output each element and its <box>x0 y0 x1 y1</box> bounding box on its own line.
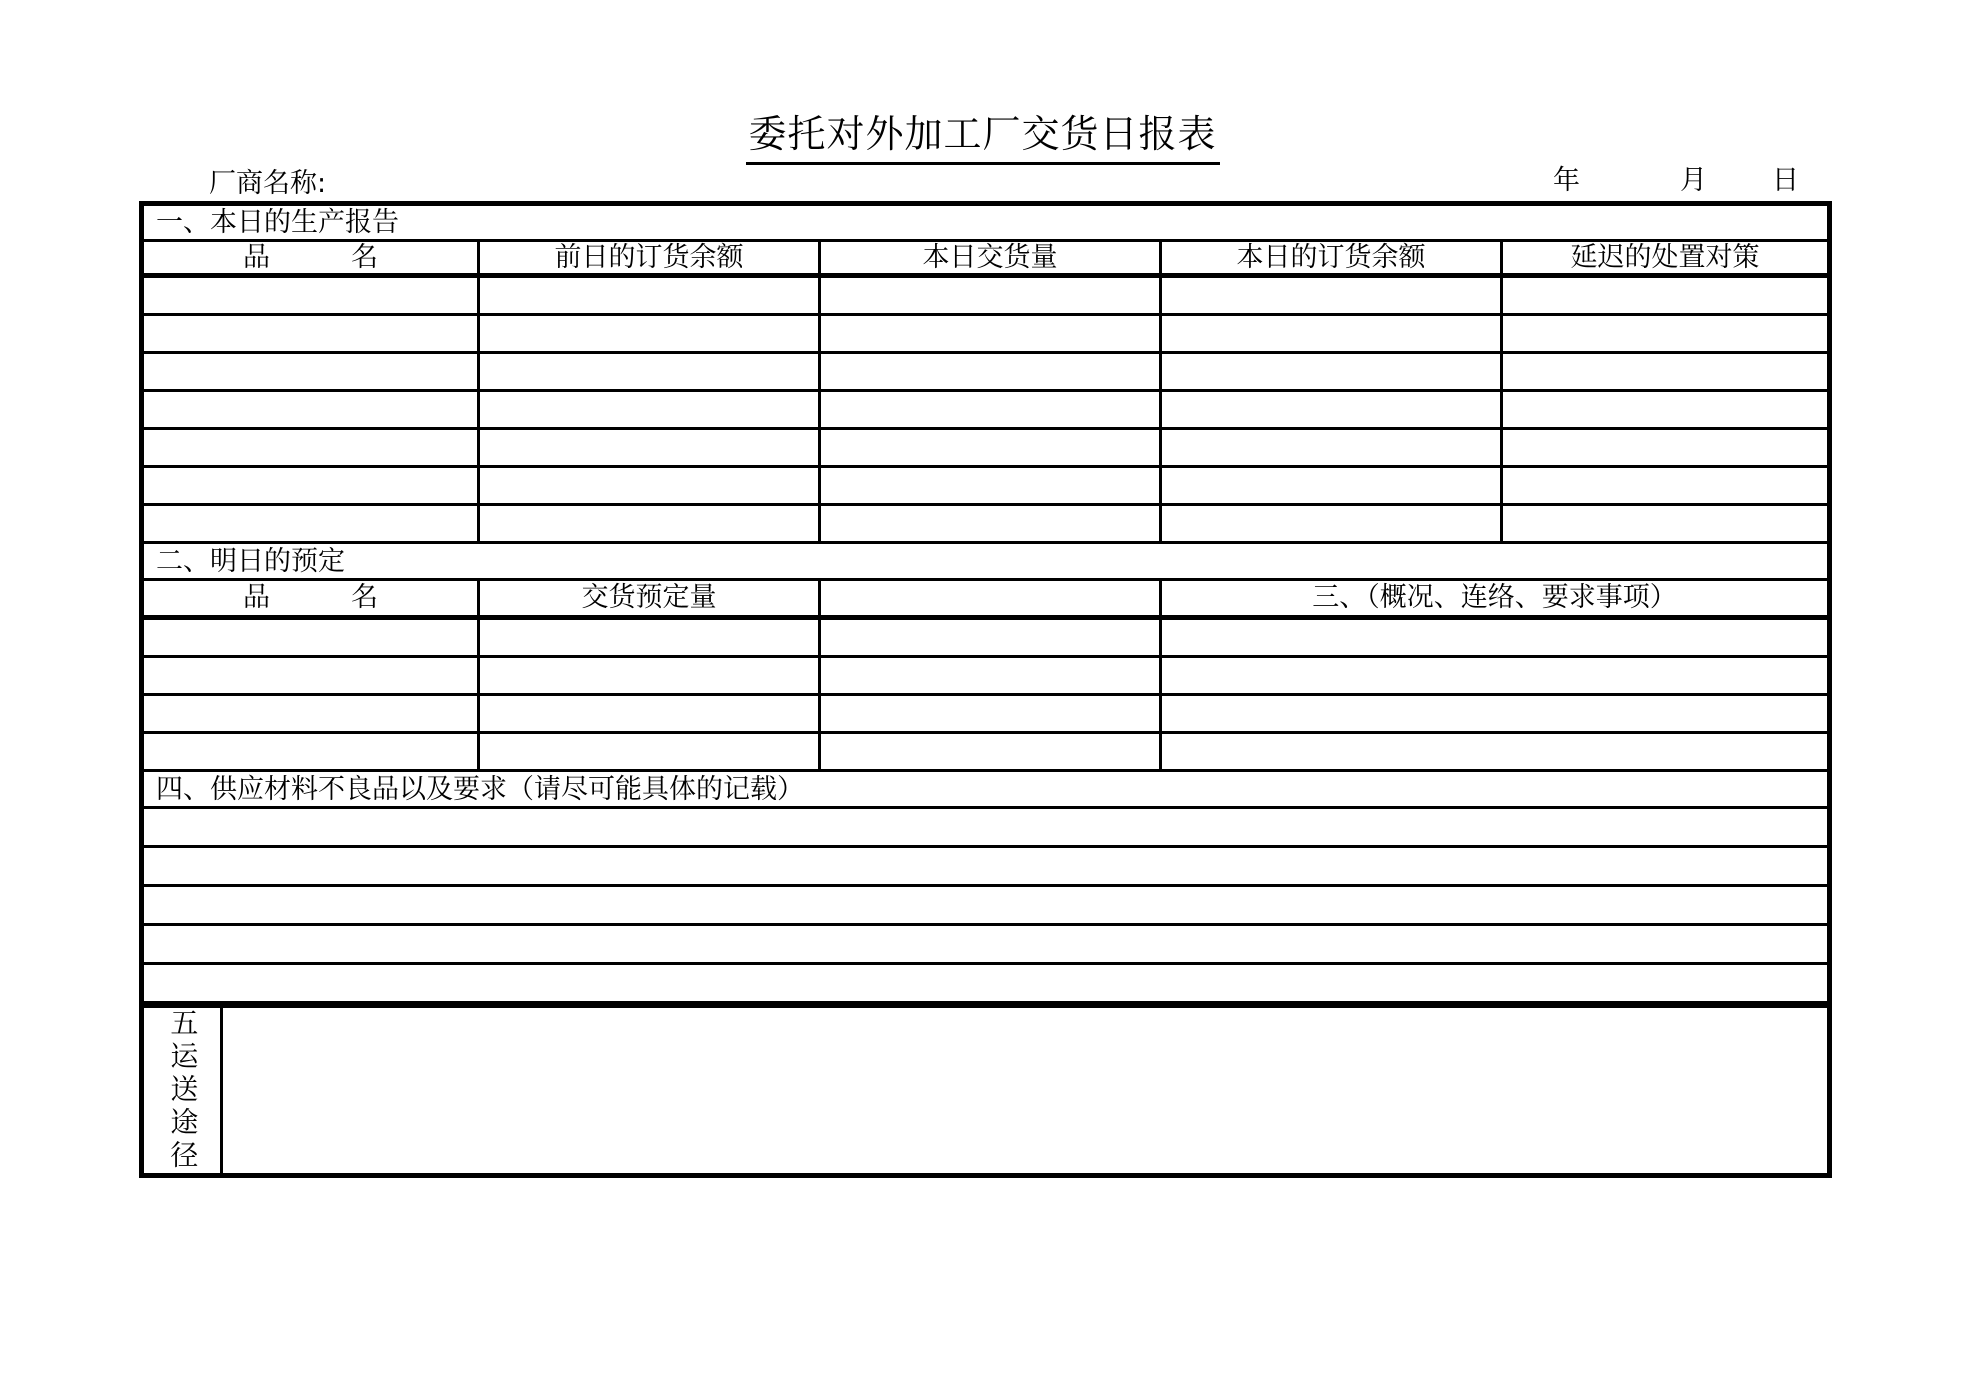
section2-rows <box>144 620 1827 772</box>
section1-row <box>144 354 1827 392</box>
report-form-table <box>139 201 1832 1178</box>
section2-cell[interactable] <box>144 658 480 693</box>
section2-cell[interactable] <box>480 658 821 693</box>
section1-row <box>144 278 1827 316</box>
section1-cell[interactable] <box>1503 506 1827 541</box>
date-month-label: 月 <box>1680 165 1707 196</box>
section2-cell[interactable] <box>480 620 821 655</box>
section1-cell[interactable] <box>1162 392 1503 427</box>
section1-cell[interactable] <box>144 392 480 427</box>
section2-cell[interactable] <box>480 734 821 769</box>
section1-cell[interactable] <box>144 354 480 389</box>
section1-cell[interactable] <box>144 468 480 503</box>
section4-row <box>144 926 1827 965</box>
section1-cell[interactable] <box>480 316 821 351</box>
section4-row <box>144 887 1827 926</box>
section2-header-row <box>144 581 1827 620</box>
section1-cell[interactable] <box>821 430 1162 465</box>
section1-cell[interactable] <box>480 354 821 389</box>
section4-title: 四、供应材料不良品以及要求（请尽可能具体的记载） <box>144 772 1827 809</box>
section5-transport-route <box>144 1004 1827 1173</box>
section1-rows <box>144 278 1827 544</box>
section2-cell[interactable] <box>1162 696 1827 731</box>
section1-cell[interactable] <box>1162 506 1503 541</box>
section2-cell[interactable] <box>821 620 1162 655</box>
section2-row <box>144 658 1827 696</box>
section4-rows <box>144 809 1827 1004</box>
section4-row <box>144 965 1827 1004</box>
section2-cell[interactable] <box>144 620 480 655</box>
section1-cell[interactable] <box>821 354 1162 389</box>
section1-row <box>144 392 1827 430</box>
section2-cell[interactable] <box>480 696 821 731</box>
section2-cell[interactable] <box>821 696 1162 731</box>
section1-header-row <box>144 242 1827 278</box>
section1-cell[interactable] <box>821 392 1162 427</box>
section2-cell[interactable] <box>144 734 480 769</box>
section2-cell[interactable] <box>821 658 1162 693</box>
section2-cell[interactable] <box>821 734 1162 769</box>
section1-cell[interactable] <box>480 468 821 503</box>
section1-title: 一、本日的生产报告 <box>144 206 1827 242</box>
date-day-label: 日 <box>1772 165 1799 196</box>
section1-cell[interactable] <box>821 316 1162 351</box>
section1-cell[interactable] <box>144 430 480 465</box>
section1-cell[interactable] <box>1503 316 1827 351</box>
section2-col-product-name: 品 名 <box>144 581 480 615</box>
section1-cell[interactable] <box>1503 430 1827 465</box>
section2-row <box>144 734 1827 772</box>
section1-col-today-delivery: 本日交货量 <box>821 242 1162 273</box>
section2-cell[interactable] <box>144 696 480 731</box>
section1-cell[interactable] <box>480 506 821 541</box>
section2-cell[interactable] <box>1162 658 1827 693</box>
section1-cell[interactable] <box>821 506 1162 541</box>
section1-row <box>144 430 1827 468</box>
section1-cell[interactable] <box>480 392 821 427</box>
section1-cell[interactable] <box>1503 354 1827 389</box>
section1-row <box>144 506 1827 544</box>
section1-col-product-name: 品 名 <box>144 242 480 273</box>
section4-cell[interactable] <box>144 887 1827 923</box>
section1-cell[interactable] <box>821 278 1162 313</box>
section1-cell[interactable] <box>1162 430 1503 465</box>
section1-cell[interactable] <box>1503 468 1827 503</box>
section1-cell[interactable] <box>1162 354 1503 389</box>
section4-row <box>144 809 1827 848</box>
section2-row <box>144 620 1827 658</box>
section1-cell[interactable] <box>1162 316 1503 351</box>
section1-row <box>144 468 1827 506</box>
section3-title: 三、（概况、连络、要求事项） <box>1312 582 1677 614</box>
section1-cell[interactable] <box>144 316 480 351</box>
section1-cell[interactable] <box>480 430 821 465</box>
section2-title: 二、明日的预定 <box>144 544 1827 582</box>
section1-cell[interactable] <box>1503 392 1827 427</box>
section1-cell[interactable] <box>821 468 1162 503</box>
section1-cell[interactable] <box>144 506 480 541</box>
section1-row <box>144 316 1827 354</box>
manufacturer-name-label: 厂商名称: <box>209 168 327 199</box>
section1-cell[interactable] <box>144 278 480 313</box>
section4-cell[interactable] <box>144 926 1827 962</box>
section5-title-cell <box>144 1008 223 1173</box>
page-title: 委托对外加工厂交货日报表 <box>745 103 1219 165</box>
section4-cell[interactable] <box>144 848 1827 884</box>
section1-col-delay-countermeasure: 延迟的处置对策 <box>1570 241 1760 273</box>
section1-cell[interactable] <box>1503 278 1827 313</box>
section1-cell[interactable] <box>1162 278 1503 313</box>
section2-cell[interactable] <box>1162 734 1827 769</box>
section2-row <box>144 696 1827 734</box>
section4-cell[interactable] <box>144 965 1827 1001</box>
section5-title: 五运送途径 <box>166 1008 200 1174</box>
date-year-label: 年 <box>1553 165 1580 196</box>
section2-col-empty <box>821 581 1162 615</box>
section1-col-prev-order-balance: 前日的订货余额 <box>480 242 821 273</box>
section1-cell[interactable] <box>1162 468 1503 503</box>
section2-cell[interactable] <box>1162 620 1827 655</box>
section1-col-today-order-balance: 本日的订货余额 <box>1162 242 1503 273</box>
section1-cell[interactable] <box>480 278 821 313</box>
section4-cell[interactable] <box>144 809 1827 845</box>
section5-input-area[interactable] <box>223 1008 1827 1173</box>
section2-col-planned-delivery: 交货预定量 <box>480 581 821 615</box>
section4-row <box>144 848 1827 887</box>
